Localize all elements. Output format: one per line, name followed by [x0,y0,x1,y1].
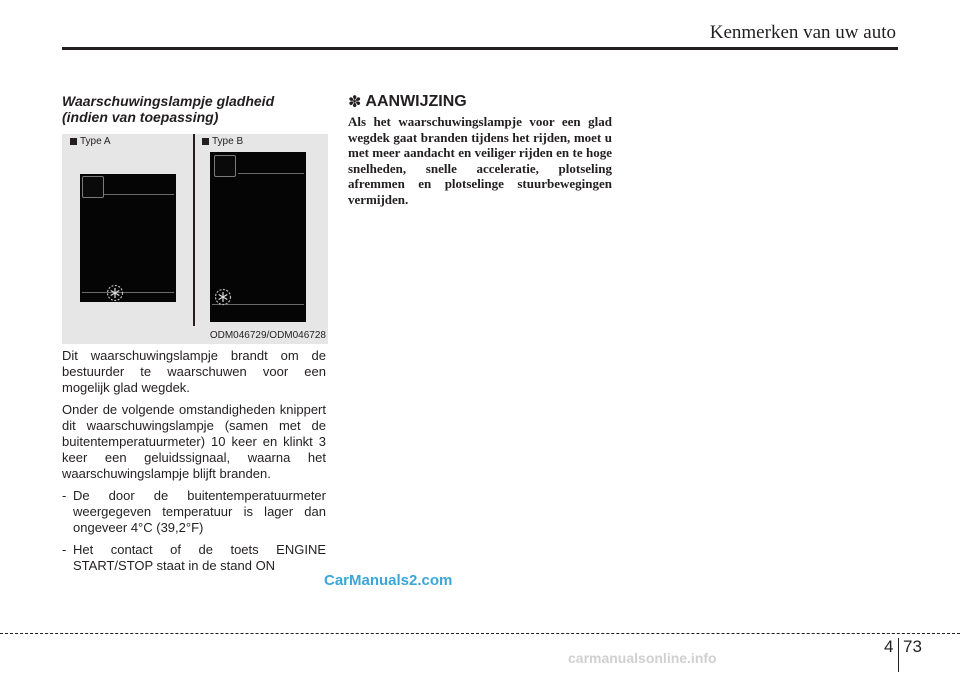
note-heading-text: AANWIJZING [365,93,467,110]
watermark-link[interactable]: CarManuals2.com [324,572,453,589]
asterisk-icon: ✽ [348,94,362,111]
snowflake-icon [106,284,124,302]
section-title [62,93,332,125]
header-rule [62,47,898,50]
section-title-line1: Waarschuwingslampje gladheid [62,93,275,109]
list-item-text: De door de buitentemperatuurmeter weergegeven temperatuur is lager dan ongeveer 4°C (39,2°F) [73,488,326,535]
bullet-square-icon [202,138,209,145]
type-b-text: Type B [212,136,244,147]
display-divider [238,173,304,174]
list-dash: - [62,542,67,557]
display-divider [82,292,174,293]
header-title: Kenmerken van uw auto [709,22,896,43]
cluster-panel-type-b [210,152,306,322]
type-b-label [202,136,243,147]
display-divider [104,194,174,195]
page-number: 73 [903,637,922,656]
list-item-text: Het contact of de toets ENGINE START/STOP staat in de stand ON [73,542,326,573]
cluster-panel-type-a [80,174,176,302]
figure-code: ODM046729/ODM046728 [209,330,326,341]
note-text: Als het waarschuwingslampje voor een glad wegdek gaat branden tijdens het rijden, moet u met meer aandacht en veiliger rijden en te hoge snelheden, snelle acceleratie, plotseling afremmen en plotselinge stuurbewegingen vermijden. [348,114,612,207]
chapter-number: 4 [884,637,894,656]
note-heading [348,92,467,112]
figure-divider [193,134,195,326]
snowflake-icon [214,288,232,306]
section-title-line2: (indien van toepassing) [62,109,219,125]
display-segment [214,155,236,177]
list-item [62,542,326,574]
paragraph-1: Dit waarschuwingslampje brandt om de bestuurder te waarschuwen voor een mogelijk glad wegdek. [62,348,326,395]
page-separator [898,638,899,672]
list-dash: - [62,488,67,503]
bullet-square-icon [70,138,77,145]
body-text [62,348,326,580]
paragraph-2: Onder de volgende omstandigheden knippert dit waarschuwingslampje (samen met de buitentemperatuurmeter) 10 keer en klinkt 3 keer een geluidssignaal, waarna het waarschuwingslampje blijft branden. [62,402,326,481]
type-a-text: Type A [80,136,111,147]
warning-lamp-figure [62,134,328,344]
footer-watermark: carmanualsonline.info [568,650,717,666]
list-item [62,488,326,536]
display-segment [82,176,104,198]
condition-list [62,488,326,574]
footer-rule [0,633,960,634]
type-a-label [70,136,111,147]
